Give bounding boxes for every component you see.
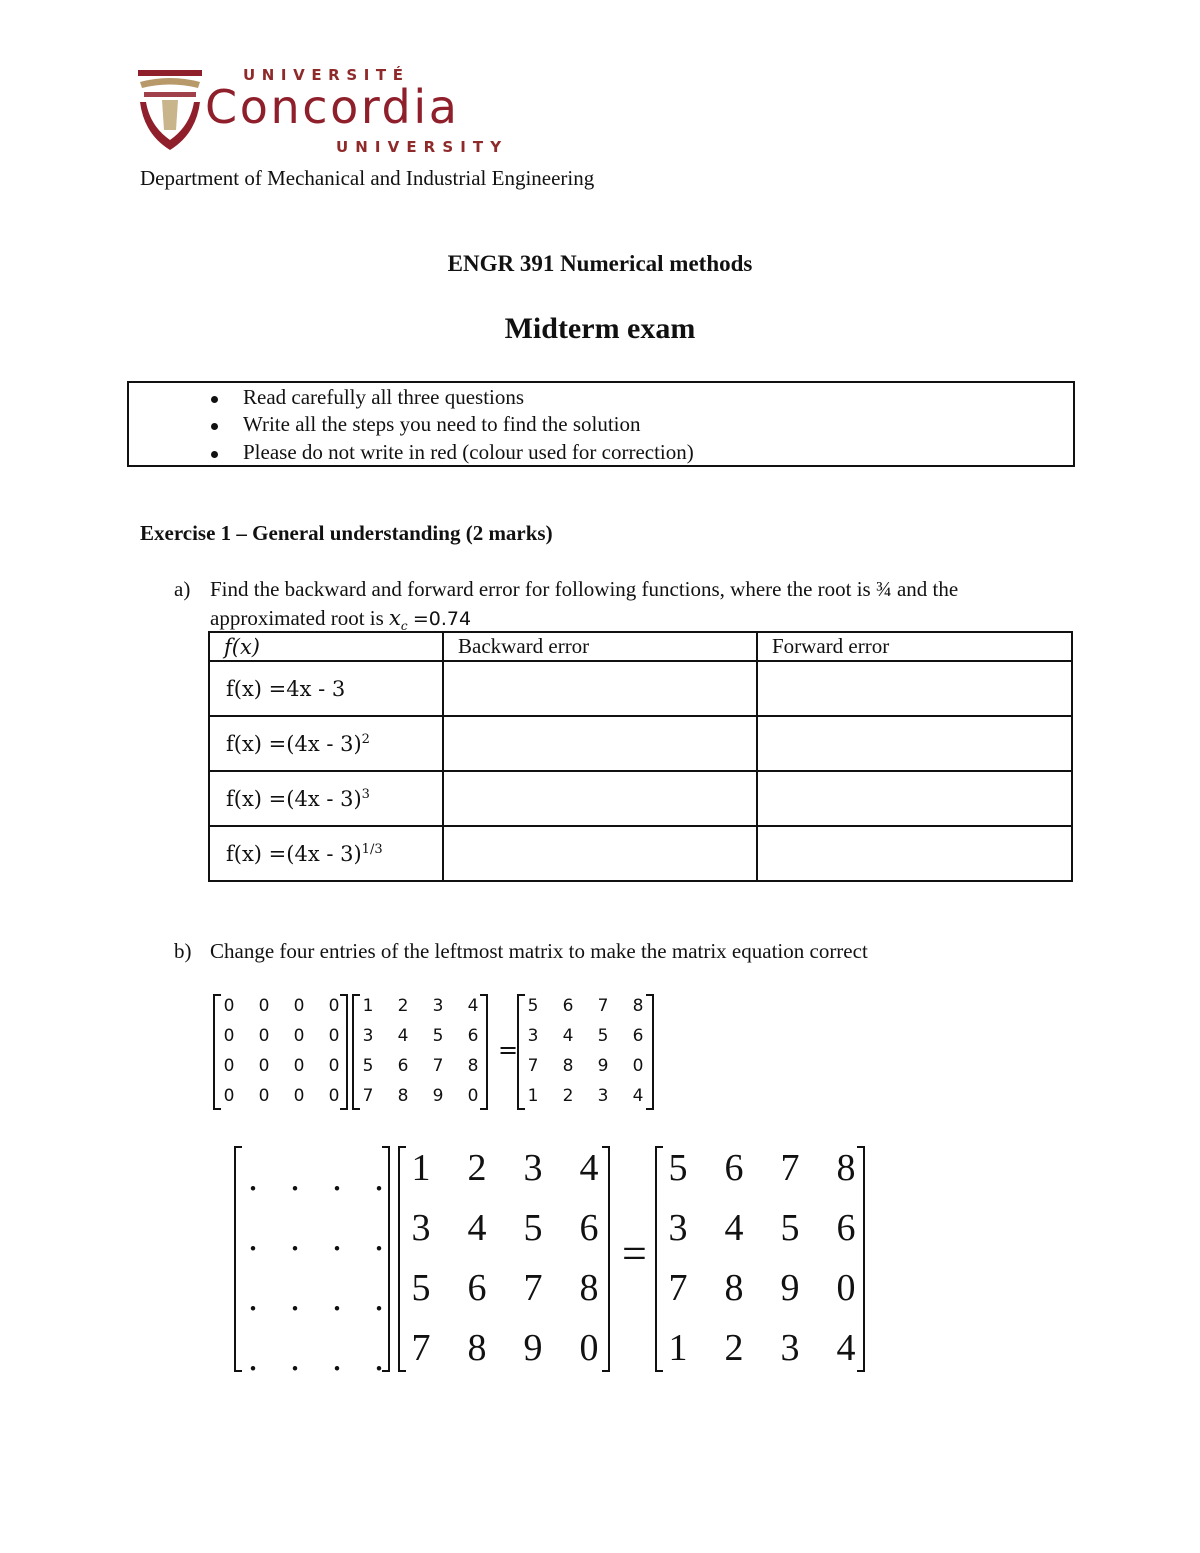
function-cell: f(x) =(4x - 3)$^{1/3}$ — [209, 826, 443, 881]
approx-var: x — [389, 606, 401, 630]
matrix — [517, 994, 654, 1110]
equals-sign-small: = — [498, 1036, 519, 1064]
logo-bottom-text: UNIVERSITY — [336, 138, 509, 156]
backward-error-cell[interactable] — [443, 826, 757, 881]
matrix-cell: 5 — [780, 1207, 800, 1249]
matrix-cell[interactable]: 0 — [223, 1056, 235, 1076]
backward-error-cell[interactable] — [443, 716, 757, 771]
department-name: Department of Mechanical and Industrial Engineering — [140, 166, 595, 190]
instructions-box — [127, 381, 1075, 467]
matrix-cell[interactable]: 0 — [223, 1086, 235, 1106]
header-fx: f(x) — [209, 632, 443, 661]
course-title: ENGR 391 Numerical methods — [447, 251, 753, 276]
matrix-cell: 7 — [780, 1147, 800, 1189]
matrix-cell: 5 — [523, 1207, 543, 1249]
matrix-cell: 7 — [432, 1056, 444, 1076]
matrix-cell[interactable]: 0 — [328, 1056, 340, 1076]
matrix-cell: 0 — [632, 1056, 644, 1076]
matrix-cell[interactable]: 0 — [258, 996, 270, 1016]
matrix-cell: 6 — [724, 1147, 744, 1189]
matrix-cell: 5 — [411, 1267, 431, 1309]
matrix-cell: 6 — [562, 996, 574, 1016]
table-row — [209, 771, 1072, 826]
matrix-cell[interactable]: . — [332, 1337, 342, 1379]
matrix-cell[interactable]: . — [374, 1217, 384, 1259]
matrix-cell[interactable]: . — [332, 1277, 342, 1319]
matrix-cell: 1 — [527, 1086, 539, 1106]
matrix-cell: 7 — [523, 1267, 543, 1309]
matrix-cell: 3 — [432, 996, 444, 1016]
matrix-cell: 6 — [467, 1267, 487, 1309]
matrix-cell[interactable]: 0 — [293, 1026, 305, 1046]
forward-error-cell[interactable] — [757, 716, 1072, 771]
matrix-cell: 4 — [724, 1207, 744, 1249]
matrix-cell: 4 — [467, 996, 479, 1016]
matrix-cell: 9 — [780, 1267, 800, 1309]
matrix — [398, 1146, 610, 1372]
forward-error-cell[interactable] — [757, 826, 1072, 881]
function-cell: f(x) =(4x - 3)$^2$ — [209, 716, 443, 771]
matrix-cell: 6 — [579, 1207, 599, 1249]
matrix-cell: 8 — [467, 1327, 487, 1369]
approx-value: =0.74 — [412, 608, 472, 630]
exercise-title: Exercise 1 – General understanding (2 marks) — [140, 521, 553, 545]
matrix-cell: 7 — [668, 1267, 688, 1309]
matrix-cell: 3 — [780, 1327, 800, 1369]
matrix-cell[interactable]: 0 — [328, 996, 340, 1016]
matrix-cell: 7 — [411, 1327, 431, 1369]
question-a-text: Find the backward and forward error for following functions, where the root is ¾ and the approximated root is — [210, 577, 959, 630]
matrix-cell[interactable]: . — [374, 1337, 384, 1379]
matrix-cell: 2 — [562, 1086, 574, 1106]
table-row — [209, 661, 1072, 716]
matrix-cell[interactable]: . — [248, 1217, 258, 1259]
matrix-cell[interactable]: 0 — [293, 1086, 305, 1106]
matrix-cell: 7 — [597, 996, 609, 1016]
matrix-cell: 2 — [724, 1327, 744, 1369]
question-label: b) — [174, 939, 192, 963]
matrix-cell[interactable]: . — [290, 1217, 300, 1259]
matrix-cell: 2 — [397, 996, 409, 1016]
matrix-cell[interactable]: 0 — [223, 1026, 235, 1046]
matrix — [234, 1146, 390, 1379]
matrix-cell: 9 — [597, 1056, 609, 1076]
matrix-cell: 1 — [668, 1327, 688, 1369]
matrix-cell: 8 — [632, 996, 644, 1016]
instruction-item: Read carefully all three questions — [243, 385, 525, 409]
matrix-cell: 0 — [467, 1086, 479, 1106]
matrix-cell[interactable]: . — [332, 1157, 342, 1199]
matrix-cell: 5 — [432, 1026, 444, 1046]
matrix-cell: 4 — [836, 1327, 856, 1369]
matrix-cell: 6 — [397, 1056, 409, 1076]
matrix-cell: 3 — [668, 1207, 688, 1249]
matrix-cell: 6 — [836, 1207, 856, 1249]
header-forward: Forward error — [757, 632, 1072, 661]
matrix-cell: 9 — [523, 1327, 543, 1369]
matrix-cell[interactable]: . — [374, 1157, 384, 1199]
matrix-cell: 8 — [467, 1056, 479, 1076]
matrix-cell[interactable]: . — [374, 1277, 384, 1319]
matrix-cell: 3 — [523, 1147, 543, 1189]
matrix-cell: 9 — [432, 1086, 444, 1106]
matrix-cell[interactable]: . — [248, 1157, 258, 1199]
table-row — [209, 716, 1072, 771]
forward-error-cell[interactable] — [757, 661, 1072, 716]
matrix-cell: 7 — [527, 1056, 539, 1076]
matrix-cell: 3 — [597, 1086, 609, 1106]
matrix-cell[interactable]: 0 — [258, 1086, 270, 1106]
matrix-cell[interactable]: 0 — [293, 996, 305, 1016]
matrix-cell[interactable]: . — [248, 1277, 258, 1319]
matrix-cell: 1 — [362, 996, 374, 1016]
matrix-cell: 7 — [362, 1086, 374, 1106]
backward-error-cell[interactable] — [443, 771, 757, 826]
matrix-cell[interactable]: . — [290, 1157, 300, 1199]
matrix-cell: 5 — [668, 1147, 688, 1189]
instruction-item: Please do not write in red (colour used for correction) — [243, 440, 694, 464]
table-row — [209, 826, 1072, 881]
instruction-item: Write all the steps you need to find the solution — [243, 412, 641, 436]
matrix-cell[interactable]: . — [248, 1337, 258, 1379]
matrix-cell[interactable]: 0 — [293, 1056, 305, 1076]
matrix-cell: 8 — [836, 1147, 856, 1189]
function-cell: f(x) =(4x - 3)$^3$ — [209, 771, 443, 826]
matrix-cell: 4 — [579, 1147, 599, 1189]
matrix-cell[interactable]: . — [332, 1217, 342, 1259]
matrix-cell: 3 — [411, 1207, 431, 1249]
matrix-cell: 8 — [562, 1056, 574, 1076]
question-label: a) — [174, 577, 191, 601]
exam-title: Midterm exam — [504, 312, 696, 345]
matrix-cell: 4 — [467, 1207, 487, 1249]
matrix-cell: 5 — [597, 1026, 609, 1046]
logo-main-text: Concordia — [205, 80, 460, 134]
matrix-cell[interactable]: . — [290, 1277, 300, 1319]
matrix-cell: 8 — [724, 1267, 744, 1309]
approx-sub: c — [400, 619, 408, 634]
matrix-cell[interactable]: 0 — [223, 996, 235, 1016]
matrix-cell[interactable]: 0 — [328, 1026, 340, 1046]
matrix-cell: 0 — [836, 1267, 856, 1309]
matrix — [213, 994, 348, 1110]
matrix-cell: 1 — [411, 1147, 431, 1189]
matrix-cell[interactable]: 0 — [258, 1056, 270, 1076]
equals-sign-big: = — [622, 1229, 647, 1278]
matrix — [655, 1146, 865, 1372]
matrix-cell[interactable]: . — [290, 1337, 300, 1379]
matrix-cell: 8 — [579, 1267, 599, 1309]
matrix-cell: 5 — [527, 996, 539, 1016]
logo-top-text: UNIVERSITÉ — [243, 66, 410, 84]
matrix-cell: 6 — [467, 1026, 479, 1046]
matrix-cell: 6 — [632, 1026, 644, 1046]
matrix-cell: 3 — [527, 1026, 539, 1046]
matrix-cell: 2 — [467, 1147, 487, 1189]
header-backward: Backward error — [443, 632, 757, 661]
error-table — [208, 631, 1073, 882]
function-cell: f(x) =4x - 3 — [209, 661, 443, 716]
table-header-row — [209, 632, 1072, 661]
matrix-cell[interactable]: 0 — [328, 1086, 340, 1106]
matrix-cell: 0 — [579, 1327, 599, 1369]
matrix-cell: 4 — [632, 1086, 644, 1106]
shield-icon — [138, 70, 202, 150]
matrix-cell: 3 — [362, 1026, 374, 1046]
matrix — [352, 994, 488, 1110]
question-b-text: Change four entries of the leftmost matrix to make the matrix equation correct — [210, 939, 868, 963]
matrix-cell: 5 — [362, 1056, 374, 1076]
matrix-cell[interactable]: 0 — [258, 1026, 270, 1046]
forward-error-cell[interactable] — [757, 771, 1072, 826]
backward-error-cell[interactable] — [443, 661, 757, 716]
matrix-cell: 4 — [562, 1026, 574, 1046]
matrix-cell: 4 — [397, 1026, 409, 1046]
matrix-cell: 8 — [397, 1086, 409, 1106]
